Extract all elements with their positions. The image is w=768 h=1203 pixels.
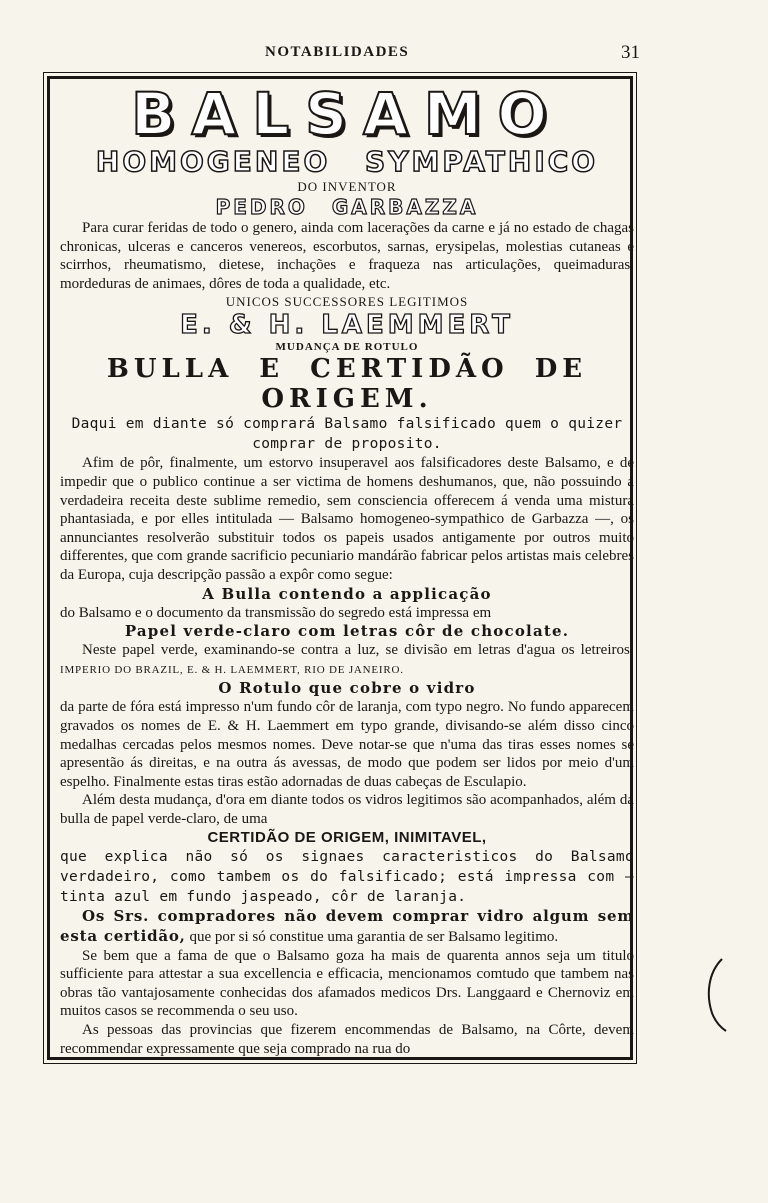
- paragraph-provinces: As pessoas das provincias que fizerem encommendas de Balsamo, na Côrte, devem recommendar expressamente que seja comprado na rua do: [60, 1022, 634, 1057]
- rotulo-heading: O Rotulo que cobre o vidro: [218, 679, 476, 698]
- buyers-warning: Os Srs. compradores não devem comprar vidro algum sem esta certidão,: [60, 907, 634, 946]
- bulla-application-heading: A Bulla contendo a applicação: [202, 584, 492, 603]
- certificate-heading: CERTIDÃO DE ORIGEM, INIMITAVEL,: [207, 829, 487, 847]
- advertisement: [60, 80, 634, 1058]
- paragraph-label: da parte de fóra está impresso n'um fundo côr de laranja, com typo negro. No fundo apparecem gravados os nomes de E. & H. Laemmert em typo grande, divisando-se além disso cinco medalhas cercadas pelos mesmos nomes. Deve notar-se que n'uma das tiras esses nomes se apresentão ás direitas, e na outra ás avessas, de modo que podem ser lidos por meio d'um espelho. Finalmente estas tiras estão adornadas de duas cabeças de Esculapio.: [60, 699, 634, 790]
- label-change: MUDANÇA DE ROTULO: [275, 341, 419, 354]
- paper-description: Papel verde-claro com letras côr de chocolate.: [124, 622, 570, 641]
- ad-subtitle: HOMOGENEO SYMPATHICO: [95, 145, 599, 178]
- certificate-description: que explica não só os signaes caracteristicos do Balsamo verdadeiro, como tambem os do falsificado; está impressa com — tinta azul em fundo jaspeado, côr de laranja.: [60, 849, 634, 906]
- intro-paragraph: Para curar feridas de todo o genero, ainda com lacerações da carne e já no estado de chagas chronicas, ulceras e canceros venereos, escorbutos, sarnas, erysipelas, molestias cutaneas e scirrhos, rheumatismo, dietese, inchações e fraqueza nas articulações, queimaduras, mordeduras de animaes, dôres de toda a qualidade, etc.: [60, 220, 634, 292]
- page-number: 31: [621, 42, 640, 63]
- page-header: [60, 44, 640, 66]
- paragraph-watermark: [60, 641, 634, 679]
- watermark-text: IMPERIO DO BRAZIL, E. & H. LAEMMERT, RIO DE JANEIRO.: [60, 663, 404, 676]
- margin-bracket-mark: [700, 955, 730, 1035]
- paragraph-change: Além desta mudança, d'ora em diante todos os vidros legitimos são acompanhados, além da bulla de papel verde-claro, de uma: [60, 792, 634, 827]
- successors-label: UNICOS SUCCESSORES LEGITIMOS: [225, 294, 469, 310]
- paragraph-buyers: [60, 907, 634, 946]
- inventor-name: PEDRO GARBAZZA: [215, 195, 479, 219]
- by-inventor: DO INVENTOR: [297, 179, 397, 194]
- firm-name: E. & H. LAEMMERT: [180, 310, 514, 341]
- warning-notice: Daqui em diante só comprará Balsamo falsificado quem o quizer comprar de proposito.: [71, 416, 623, 453]
- bulla-heading: BULLA E CERTIDÃO DE ORIGEM.: [106, 354, 588, 415]
- watermark-intro: Neste papel verde, examinando-se contra a luz, se divisão em letras d'agua os letreiros:: [82, 642, 634, 659]
- ad-title: BALSAMO: [131, 80, 563, 148]
- paragraph-fame: Se bem que a fama de que o Balsamo goza ha mais de quarenta annos seja um titulo sufficiente para attestar a sua excellencia e efficacia, mencionamos comtudo que tambem nas obras tão vantajosamente conhecidas dos afamados medicos Drs. Langgaard e Chernoviz em muitos casos se recommenda o seu uso.: [60, 947, 634, 1020]
- paragraph-falsifiers: Afim de pôr, finalmente, um estorvo insuperavel aos falsificadores deste Balsamo, e de impedir que o publico continue a ser victima de homens deshumanos, que, não possuindo a verdadeira receita deste sublime remedio, sem consciencia offerecem á venda uma mistura phantasiada, e por elles intitulada — Balsamo homogeneo-sympathico de Garbazza —, os annunciantes resolverão substituir todos os papeis usados antigamente por outros muito differentes, que com grande sacrificio pecuniario mandárão fabricar pelos artistas mais celebres da Europa, cuja descripção passão a expôr como segue:: [60, 455, 634, 583]
- buyers-guarantee: que por si só constitue uma garantia de ser Balsamo legitimo.: [189, 929, 559, 946]
- paragraph-transmission: do Balsamo e o documento da transmissão do segredo está impressa em: [60, 604, 492, 621]
- running-title: NOTABILIDADES: [265, 44, 410, 60]
